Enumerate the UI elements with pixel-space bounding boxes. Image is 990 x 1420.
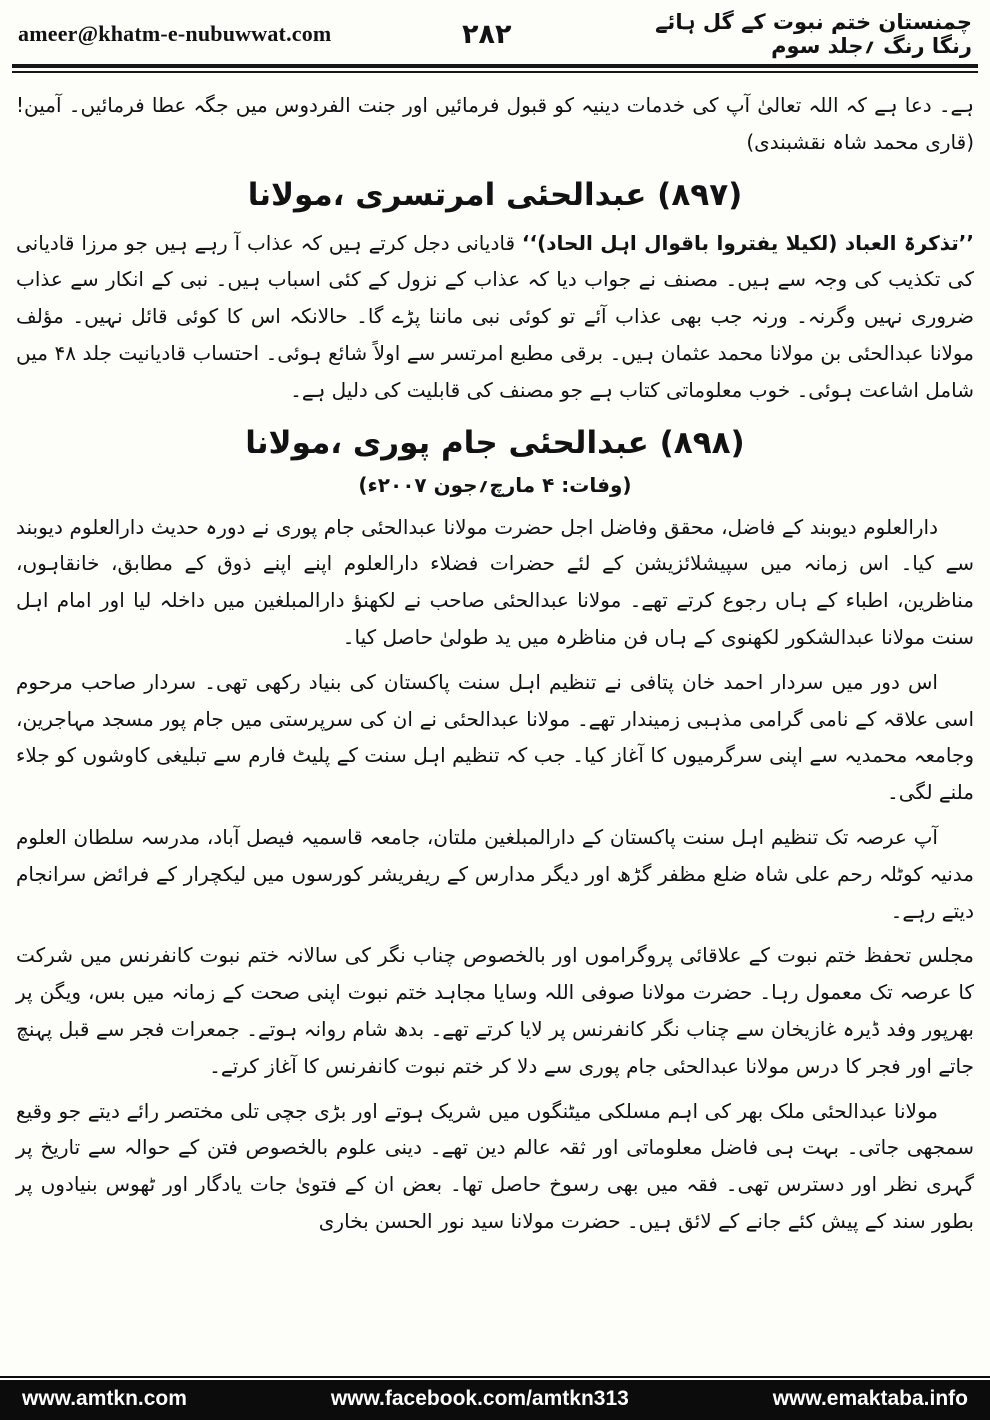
entry-898-paragraph-4: مجلس تحفظ ختم نبوت کے علاقائی پروگراموں اور بالخصوص چناب نگر کی سالانہ ختم نبوت کانفرنس میں شرکت کا عرصہ تک معمول رہا۔ حضرت مولانا صوفی اللہ وسایا مجاہد ختم نبوت اپنی صحت کے زمانہ میں بس، ویگن پر بھرپور وفد ڈیرہ غازیخان سے چناب نگر کانفرنس پر لایا کرتے تھے۔ بدھ شام روانہ ہوتے۔ جمعرات فجر سے قبل پہنچ جاتے اور فجر کا درس مولانا عبدالحئی جام پوری سے دلا کر ختم نبوت کانفرنس کا آغاز کرتے۔ [16,943,974,1078]
entry-897-paragraph [16,225,974,409]
entry-898-paragraph-5: مولانا عبدالحئی ملک بھر کی اہم مسلکی میٹنگوں میں شریک ہوتے اور بڑی جچی تلی مختصر رائے دیتے جو وقیع سمجھی جاتی۔ بہت ہی فاضل معلوماتی اور ثقہ عالم دین تھے۔ دینی علوم بالخصوص فتن کے حوالہ سے تاریخ پر گہری نظر اور دسترس تھی۔ فقہ میں بھی رسوخ حاصل تھا۔ بعض ان کے فتویٰ جات یادگار اور ٹھوس بنیادوں پر بطور سند کے پیش کئے جانے کے لائق ہیں۔ حضرت مولانا سید نور الحسن بخاری [16,1098,974,1233]
page-footer [0,1376,990,1420]
footer-url-emaktaba: www.emaktaba.info [772,1387,968,1410]
entry-898-paragraph-3: آپ عرصہ تک تنظیم اہل سنت پاکستان کے دارالمبلغین ملتان، جامعہ قاسمیہ فیصل آباد، مدرسہ سلطان العلوم مدنیہ کوٹلہ رحم علی شاہ ضلع مظفر گڑھ اور دیگر مدارس کے ریفریشر کورسوں میں لیکچرار کے فرائض سرانجام دیتے رہے۔ [16,824,974,923]
entry-897-book-title: ’’تذکرۃ العباد (لکیلا یفتروا باقوال اہل الحاد)‘‘ [521,230,975,255]
page-number: ۲۸۲ [462,18,512,50]
header-email: ameer@khatm-e-nubuwwat.com [18,21,332,46]
footer-url-facebook: www.facebook.com/amtkn313 [330,1387,629,1410]
entry-898-paragraph-1: دارالعلوم دیوبند کے فاضل، محقق وفاضل اجل حضرت مولانا عبدالحئی جام پوری نے دورہ حدیث دارالعلوم دیوبند سے کیا۔ اس زمانہ میں سپیشلائزیشن کے لئے حضرات فضلاء دارالعلوم اپنے اپنے ذوق کے مطابق، خانقاہوں، مناظرین، اطباء کے ہاں رجوع کرتے تھے۔ مولانا عبدالحئی صاحب نے لکھنؤ دارالمبلغین میں داخلہ لیا اور امام اہل سنت مولانا عبدالشکور لکھنوی کے ہاں فن مناظرہ میں ید طولیٰ حاصل کیا۔ [16,514,974,649]
header-divider-rule [12,64,978,73]
entry-898-heading: (۸۹۸) عبدالحئی جام پوری ،مولانا [245,424,745,461]
footer-url-amtkn: www.amtkn.com [22,1387,187,1410]
footer-url-bar [0,1376,990,1420]
entry-898-paragraph-2: اس دور میں سردار احمد خان پتافی نے تنظیم اہل سنت پاکستان کی بنیاد رکھی تھی۔ سردار صاحب مرحوم اسی علاقہ کے نامی گرامی مذہبی زمیندار تھے۔ مولانا عبدالحئی نے ان کی سرپرستی میں جام پور مسجد مہاجرین، وجامعہ محمدیہ سے اپنی سرگرمیوں کا آغاز کیا۔ جب کہ تنظیم اہل سنت کے پلیٹ فارم سے تبلیغی کاوشوں کو جلاء ملنے لگی۔ [16,669,975,805]
entry-897-heading: (۸۹۷) عبدالحئی امرتسری ،مولانا [247,176,743,213]
entry-897-body-text: قادیانی دجل کرتے ہیں کہ عذاب آ رہے ہیں جو مرزا قادیانی کی تکذیب کی وجہ سے ہیں۔ مصنف نے جواب دیا کہ عذاب کے نزول کے کئی اسباب ہیں۔ نبی کے انکار سے عذاب ضروری نہیں وگرنہ۔ ورنہ جب بھی عذاب آئے تو کوئی نبی ماننا پڑے گا۔ حالانکہ اس کا کوئی قائل نہیں۔ مؤلف مولانا عبدالحئی بن مولانا محمد عثمان ہیں۔ برقی مطبع امرتسر سے اولاً شائع ہوئی۔ احتساب قادیانیت جلد ۴۸ میں شامل اشاعت ہوئی۔ خوب معلوماتی کتاب ہے جو مصنف کی قابلیت کی دلیل ہے۔ [16,230,975,402]
book-title: چمنستان ختم نبوت کے گل ہائے رنگا رنگ ؍جلد سوم [655,10,972,58]
continuation-paragraph: ہے۔ دعا ہے کہ اللہ تعالیٰ آپ کی خدمات دینیہ کو قبول فرمائیں اور جنت الفردوس میں جگہ عطا فرمائیں۔ آمین! (قاری محمد شاہ نقشبندی) [16,93,974,154]
page-header [0,0,990,62]
entry-898-death-date: (وفات: ۴ مارچ؍جون ۲۰۰۷ء) [358,472,632,497]
page-body [0,73,990,1240]
